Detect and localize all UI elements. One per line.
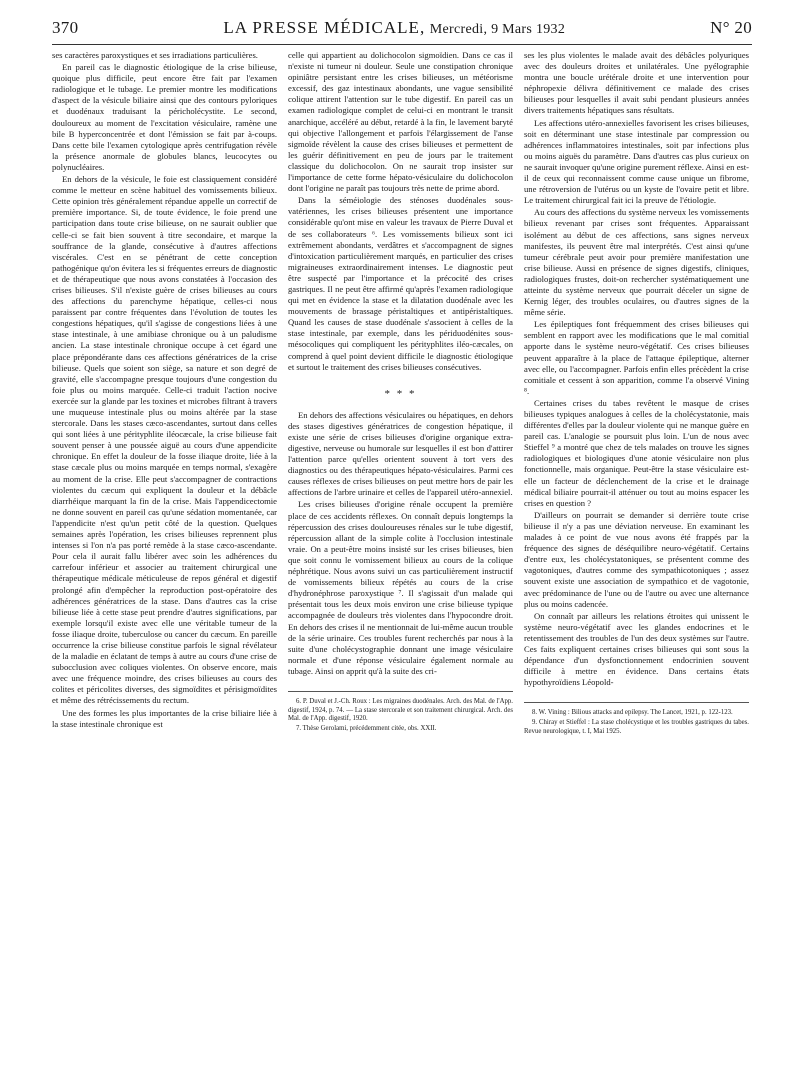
page-number: 370: [52, 18, 79, 37]
journal-title: LA PRESSE MÉDICALE,: [223, 18, 426, 37]
issue-number: N° 20: [710, 18, 752, 37]
paragraph: ses caractères paroxystiques et ses irradiations particulières.: [52, 50, 258, 60]
paragraph: Les crises bilieuses d'origine rénale occupent la première place de ces accidents réflexes. On connaît depuis longtemps la répercussion des crises douloureuses rénales sur le tube digestif, répercussion allant de la simple colite à l'occlusion intestinale vraie. On a peut-être moins insisté sur les crises bilieuses, bien que soit connu le vomissement bilieux au cours de la colique néphrétique. Nous avons suivi un cas particulièrement instructif de vomissements bilieux répétés au cours de la crise d'hydronéphrose paroxystique ⁷. Il s'agissait d'un malade qui présentait tous les deux mois environ une crise bilieuse typique accompagnée de douleurs très violentes dans l'hypocondre droit. En dehors des crises il ne mentionnait de lui-même aucun trouble de la série urinaire. Ces troubles furent recherchés par nous à la suite d'une cholécystographie donnant une image vésiculaire normale et d'une réponse vésiculaire également normale au tubage. Ainsi on apprit qu'à la suite des cri-: [288, 499, 513, 676]
journal-title-line: [223, 18, 565, 38]
issue-date: Mercredi, 9 Mars 1932: [429, 22, 566, 37]
column-2: [288, 50, 513, 1060]
paragraph: Une des formes les plus importantes de la crise biliaire liée à la stase intestinale chronique est: [52, 707, 277, 729]
column-3: [524, 50, 749, 1060]
running-header: [52, 18, 752, 42]
paragraph: Les affections utéro-annexielles favorisent les crises bilieuses, soit en déterminant une stase intestinale par compression ou adhérences inflammatoires intestinales, soit par infections plus ou moins aiguës du paramètre. Dans d'autres cas plus curieux on ne saurait invoquer qu'une origine purement réflexe. Ainsi en est-il de ceux qui reconnaissent comme cause unique un fibrome, une rétroversion de l'utérus ou un kyste de l'ovaire petit et libre. Le traitement chirurgical fait ici la preuve de l'étiologie.: [524, 117, 749, 206]
paragraph: Certaines crises du tabes revêtent le masque de crises bilieuses typiques analogues à celles de la cholécystatonie, mais différentes d'elles par la douleur violente qui ne manque guère en pareil cas. L'analogie se poursuit plus loin. L'un de nous avec Stieffel ⁹ a montré que chez de tels malades on trouve les signes radiologiques et biologiques d'une atonie vésiculaire non plus fonctionnelle, mais organique. Peut-être la stase vésiculaire est-elle un facteur de déclenchement de la crise et le drainage médical biliaire pourrait-il atténuer ou tout au moins espacer les crises en question ?: [524, 397, 749, 508]
paragraph: En pareil cas le diagnostic étiologique de la crise bilieuse, quoique plus difficile, peut encore être fait par l'examen radiologique et le tubage. Le premier montre les modifications d'aspect de la vésicule biliaire ainsi que des contours pyloriques et duodénaux traduisant la péricholécystite. Le second, douloureux au moment de l'excitation vésiculaire, ramène une bile B hyperconcentrée et dont l'émission se fait par à-coups. Dans cette bile l'examen cytologique après centrifugation révèle la présence anormale de globules blancs, leucocytes ou polynucléaires.: [52, 62, 277, 172]
column-1: [52, 50, 277, 1060]
paragraph: ses les plus violentes le malade avait des débâcles polyuriques avec des douleurs droites et unilatérales. Une pyélographie montra une boucle urétérale droite et une intervention pour néphropexie délivra définitivement ce malade des crises bilieuses pour lesquelles il avait subi pendant plusieurs années divers traitements hépatiques sans résultats.: [524, 50, 749, 116]
footnote: 9. Chiray et Stieffel : La stase cholécystique et les troubles gastriques du tabes. Revue neurologique, t. I, Mai 1925.: [524, 718, 749, 735]
paragraph: Les épileptiques font fréquemment des crises bilieuses qui semblent en rapport avec les modifications que le mal comitial apporte dans le système neuro-végétatif. Ces crises bilieuses peuvent apparaître à la place de l'attaque épileptique, alterner avec elle, ou l'accompagner. Parfois enfin elles précèdent la crise comitiale et cessent à son apparition, comme l'a observé Vining ⁸.: [524, 319, 749, 396]
footnotes: [288, 691, 513, 733]
paragraph: D'ailleurs on pourrait se demander si derrière toute crise bilieuse il n'y a pas une déviation nerveuse. En examinant les malades à ce point de vue nous avons été frappés par la fréquence des signes de déséquilibre neuro-végétatif. Certains d'entre eux, les cholécystatoniques, se présentent comme des vagotoniques, d'autres comme des sympathicotoniques ; assez souvent existe une association de sympathico et de vagotonie, avec prédominance de l'une ou de l'autre ou avec une alternance plus ou moins cadencée.: [524, 509, 749, 609]
paragraph: celle qui appartient au dolichocolon sigmoïdien. Dans ce cas il n'existe ni tumeur ni douleur. Seule une constipation chronique opiniâtre persistant entre les crises bilieuses, un météorisme excessif, des gaz intestinaux abondants, une vague sensibilité colique attirent l'attention sur le tube digestif. En pareil cas un examen radiologique complet de celui-ci en montrant le transit anarchique, accéléré au début, retardé à la fin, le lavement baryté qui objective l'allongement et parfois l'élargissement de l'anse sigmoïde révèlent la cause des crises bilieuses et permettent de les guérir définitivement en peu de jours par le traitement classique du dolichocolon. On ne saurait trop insister sur l'importance de cette forme hépato-vésiculaire du dolichocolon dont l'origine ne paraît pas toujours très nette de prime abord.: [288, 50, 513, 194]
section-separator: * * *: [384, 387, 417, 400]
footnote: 8. W. Vining : Bilious attacks and epilepsy. The Lancet, 1921, p. 122-123.: [532, 709, 733, 717]
header-rule: [52, 44, 752, 45]
paragraph: En dehors des affections vésiculaires ou hépatiques, en dehors des stases digestives génératrices de congestion hépatique, il existe une série de crises bilieuses d'origine organique extra-digestive, nerveuse ou humorale sur lesquelles il est bon d'attirer l'attention parce qu'elles orientent souvent à tort vers des diagnostics ou des thérapeutiques hépato-vésiculaires. Parmi ces causes réflexes de crises bilieuses on peut mettre hors de pair les affections de l'arbre urinaire et celles de l'appareil utéro-annexiel.: [288, 409, 513, 498]
paragraph: On connaît par ailleurs les relations étroites qui unissent le système neuro-végétatif avec les glandes endocrines et le retentissement des troubles de l'un des deux systèmes sur l'autre. Ces faits expliquent certaines crises bilieuses qui sont sous la dépendance d'un dysfonctionnement endocrinien souvent difficile à mettre en évidence. Dans certains états hypothyroïdiens Léopold-: [524, 610, 749, 688]
paragraph: Dans la séméiologie des sténoses duodénales sous-vatériennes, les crises bilieuses présentent une importance considérable qu'ont mise en valeur les travaux de Pierre Duval et de ses collaborateurs ⁶. Les vomissements bilieux sont ici extrêmement abondants, verdâtres et s'accompagnent de signes d'intoxication particulièrement marqués, en particulier des crises migraineuses extraordinairement intenses. Le diagnostic peut être suspecté par l'importance et la précocité des crises gastriques. Il ne peut être affirmé qu'après l'examen radiologique qui met en évidence la stase et la dilatation duodénale avec les mouvements de brassage péristaltiques et antipéristaltiques. Quand les causes de stase duodénale s'associent à celles de la stase intestinale, par exemple, dans les périduodénites sous-mésocoliques qui compliquent les pérityphlites iléo-cæcales, on comprend à quel point devient difficile le diagnostic étiologique et surtout le traitement des crises bilieuses consécutives.: [288, 195, 513, 372]
paragraph: En dehors de la vésicule, le foie est classiquement considéré comme le metteur en scène habituel des vomissements bilieux. Cette opinion très généralement répandue appelle un correctif de première importance. Si, de toute évidence, le foie prend une participation dans toute crise bilieuse, on ne saurait oublier que celle-ci se fait bien souvent à titre secondaire, et marque la souffrance de la glande, consécutive à d'autres affections viscérales. C'est en se pénétrant de cette conception pathogénique qu'on évitera les si fréquentes erreurs de diagnostic et de thérapeutique que nous avons constatées à l'occasion des crises bilieuses. S'il n'existe guère de crises bilieuses au cours des affections du parenchyme hépatique, celles-ci nous paraissent par contre fréquentes dans l'évolution de toutes les congestions hépatiques, qu'il s'agisse de congestions liées à une stase intestinale, à une amibiase chronique ou à un paludisme ancien. La stase intestinale chronique occupe à cet égard une place prépondérante dans ces affections génératrices de la crise bilieuse. Quels que soient son siège, sa nature et son degré de gravité, elle s'accompagne presque toujours d'une congestion du foie plus ou moins marquée. Celle-ci traduit l'action nocive exercée sur la glande par les toxines et microbes filtrant à travers une muqueuse intestinale plus ou moins altérée par la stase stercorale. Dans les stases cæco-ascendantes, surtout dans celles qui sont liées à une pérityphlite iléocæcale, la crise bilieuse fait souvent penser à une poussée aiguë au cours d'une appendicite chronique. En effet la douleur de la fosse iliaque droite, liée à la stase cæcale plus ou moins marquée en temps normal, s'exagère au moment de la crise. Elle peut s'accompagner de contractions violentes du cæcum qui expliquent la douleur et la débâcle diarrhéique marquant la fin de la crise. Mais l'appendicectomie ne donne souvent en pareil cas qu'une sédation momentanée, car l'appendicite n'est qu'un petit côté de la question. Quelques semaines après l'opération, les crises bilieuses reprennent plus intenses si l'on n'a pas porté remède à la stase cæco-ascendante. Pour cela il aurait fallu libérer avec soin les adhérences du carrefour inférieur et associer au traitement chirurgical une thérapeutique médicale méticuleuse de repos général et digestif prolongé afin d'empêcher la reproduction post-opératoire des adhérences génératrices de la stase. Dans d'autres cas la crise bilieuse liée à cette stase peut prendre d'autres significations, par exemple lorsqu'il existe avec elle une véritable tumeur de la fosse iliaque droite, tuberculose ou cancer du cæcum. En pareille occurrence la crise bilieuse constitue parfois le signal révélateur de la maladie en éclatant de temps à autre au cours d'une crise de subocclusion avec coliques violentes. On observe encore, mais avec une fréquence moindre, des crises bilieuses au cours des colites et péricolites diverses, des sigmoïdites et périsigmoïdites et même des rétrécissements du rectum.: [52, 174, 277, 706]
footnote: 6. P. Duval et J.-Ch. Roux : Les migraines duodénales. Arch. des Mal. de l'App. digestif, 1924, p. 74. — La stase stercorale et son traitement chirurgical. Arch. des Mal. de l'App. digestif, 1920.: [288, 697, 513, 723]
footnotes: [524, 702, 749, 736]
footnote: 7. Thèse Gerolami, précédemment citée, obs. XXII.: [296, 724, 437, 732]
paragraph: Au cours des affections du système nerveux les vomissements bilieux revenant par crises sont fréquentes. Apparaissant isolément au début de ces affections, sans signes nerveux manifestes, ils peuvent être mal interprétés. C'est ainsi qu'une tumeur cérébrale peut avoir pour première manifestation une crise bilieuse. Aussi en présence de signes digestifs, cliniques, radiologiques frustes, doit-on rechercher systématiquement une atteinte du système nerveux que pourrait déceler un signe de Kernig léger, des troubles oculaires, ou d'autres signes de la même série.: [524, 207, 749, 318]
